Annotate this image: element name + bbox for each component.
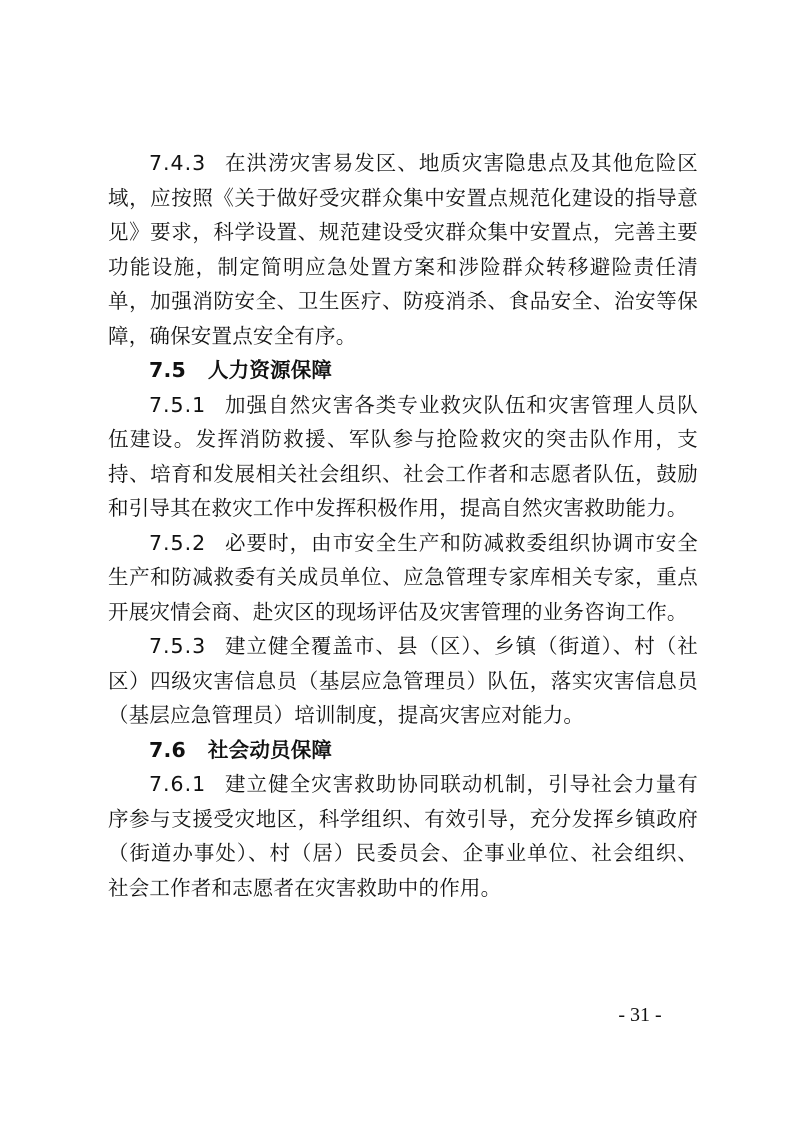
section-number: 7.6: [149, 737, 186, 762]
section-number: 7.5: [149, 358, 186, 382]
paragraph-7-4-3: [108, 146, 698, 353]
section-title: 人力资源保障: [207, 358, 333, 382]
clause-text: 加强自然灾害各类专业救灾队伍和灾害管理人员队伍建设。发挥消防救援、军队参与抢险救灾的突击队作用，支持、培育和发展相关社会组织、社会工作者和志愿者队伍，鼓励和引导其在救灾工作中发挥积极作用，提高自然灾害救助能力。: [108, 392, 698, 520]
clause-text: 建立健全覆盖市、县（区）、乡镇（街道）、村（社区）四级灾害信息员（基层应急管理员）队伍，落实灾害信息员（基层应急管理员）培训制度，提高灾害应对能力。: [108, 634, 698, 727]
paragraph-7-5-2: [108, 526, 698, 630]
clause-text: 建立健全灾害救助协同联动机制，引导社会力量有序参与支援受灾地区，科学组织、有效引导，充分发挥乡镇政府（街道办事处）、村（居）民委员会、企事业单位、社会组织、社会工作者和志愿者在灾害救助中的作用。: [108, 772, 698, 900]
clause-number: 7.5.1: [149, 392, 207, 417]
paragraph-7-6-1: [108, 767, 698, 905]
document-body: [108, 146, 698, 905]
clause-number: 7.6.1: [149, 772, 207, 796]
paragraph-7-5-1: [108, 388, 698, 526]
section-heading-7-5: [108, 353, 698, 388]
paragraph-7-5-3: [108, 629, 698, 733]
page-number: - 31 -: [618, 1004, 662, 1026]
clause-text: 必要时，由市安全生产和防减救委组织协调市安全生产和防减救委有关成员单位、应急管理专家库相关专家，重点开展灾情会商、赴灾区的现场评估及灾害管理的业务咨询工作。: [108, 530, 698, 624]
section-title: 社会动员保障: [207, 737, 333, 762]
clause-number: 7.5.2: [149, 530, 207, 555]
clause-number: 7.5.3: [149, 634, 207, 658]
section-heading-7-6: [108, 733, 698, 768]
clause-text: 在洪涝灾害易发区、地质灾害隐患点及其他危险区域，应按照《关于做好受灾群众集中安置点规范化建设的指导意见》要求，科学设置、规范建设受灾群众集中安置点，完善主要功能设施，制定简明应急处置方案和涉险群众转移避险责任清单，加强消防安全、卫生医疗、防疫消杀、食品安全、治安等保障，确保安置点安全有序。: [108, 151, 698, 348]
clause-number: 7.4.3: [149, 151, 207, 175]
